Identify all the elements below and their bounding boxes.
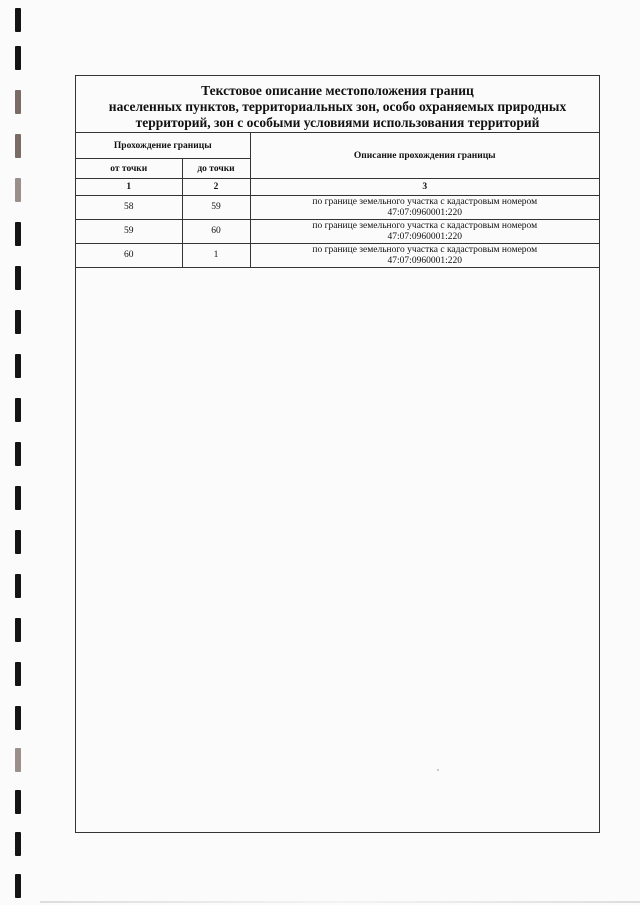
binding-hole (15, 46, 21, 70)
binding-hole (15, 134, 21, 158)
binding-hole (15, 266, 21, 290)
title-line: Текстовое описание местоположения границ (201, 83, 474, 98)
column-number-row (76, 179, 599, 196)
title-line: территорий, зон с особыми условиями использования территорий (135, 115, 540, 130)
description-cell (250, 220, 599, 244)
binding-hole (15, 662, 21, 686)
scan-speck (437, 769, 439, 771)
page-bottom-edge (40, 901, 640, 903)
title-line: населенных пунктов, территориальных зон, особо охраняемых природных (108, 99, 567, 114)
binding-hole (15, 90, 21, 114)
column-number: 1 (76, 179, 182, 196)
column-number: 2 (182, 179, 250, 196)
from-point-cell: 60 (76, 244, 182, 268)
binding-hole (15, 178, 21, 202)
binding-hole (15, 442, 21, 466)
binding-hole (15, 8, 21, 32)
table-header-row (76, 133, 599, 159)
table-row (76, 244, 599, 268)
description-text: по границе земельного участка с кадастровым номером (312, 220, 538, 231)
binding-hole (15, 530, 21, 554)
header-to-cell: до точки (182, 159, 250, 179)
cadastral-number: 47:07:0960001:220 (387, 231, 462, 242)
binding-hole (15, 832, 21, 856)
to-point-cell: 1 (182, 244, 250, 268)
header-from-cell: от точки (76, 159, 182, 179)
binding-holes (0, 0, 40, 905)
binding-hole (15, 790, 21, 814)
binding-hole (15, 874, 21, 898)
header-description-cell: Описание прохождения границы (250, 133, 599, 179)
binding-hole (15, 354, 21, 378)
column-number: 3 (250, 179, 599, 196)
cadastral-number: 47:07:0960001:220 (387, 207, 462, 218)
boundary-table (76, 133, 599, 268)
cadastral-number: 47:07:0960001:220 (387, 255, 462, 266)
from-point-cell: 59 (76, 220, 182, 244)
binding-hole (15, 310, 21, 334)
to-point-cell: 60 (182, 220, 250, 244)
description-cell (250, 196, 599, 220)
description-text: по границе земельного участка с кадастровым номером (312, 196, 538, 207)
header-group-cell: Прохождение границы (76, 133, 250, 159)
binding-hole (15, 574, 21, 598)
document-frame (75, 75, 600, 833)
binding-hole (15, 222, 21, 246)
document-title (76, 76, 599, 133)
description-text: по границе земельного участка с кадастровым номером (312, 244, 538, 255)
binding-hole (15, 618, 21, 642)
binding-hole (15, 748, 21, 772)
table-row (76, 220, 599, 244)
description-cell (250, 244, 599, 268)
table-row (76, 196, 599, 220)
from-point-cell: 58 (76, 196, 182, 220)
binding-hole (15, 486, 21, 510)
binding-hole (15, 398, 21, 422)
binding-hole (15, 706, 21, 730)
to-point-cell: 59 (182, 196, 250, 220)
